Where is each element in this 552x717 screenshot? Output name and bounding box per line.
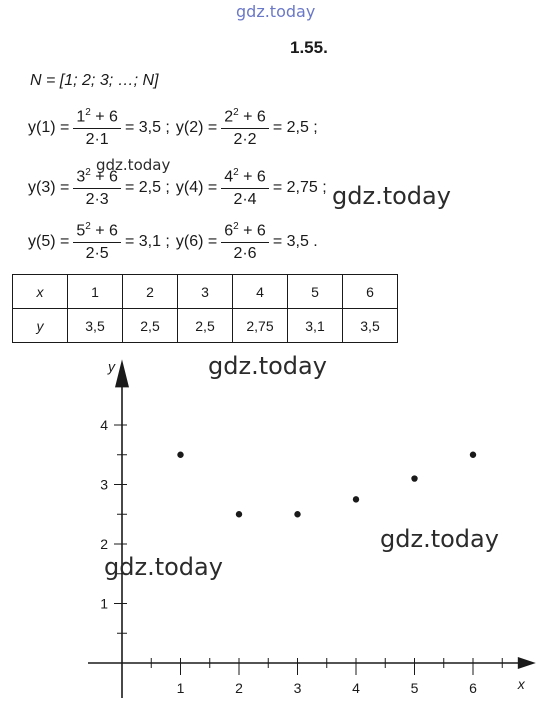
equation-result: = 3,5 . [272,233,318,251]
watermark-top: gdz.today [236,2,316,21]
problem-number: 1.55. [290,38,328,57]
fraction: $\frac{6^2 + 6}{2\cdot 6}$ [221,222,269,263]
table-cell: x [13,275,68,309]
table-cell: 3 [178,275,233,309]
equation-lhs: y(6) = [175,233,218,251]
table-cell: 2,75 [233,309,288,343]
y-tick-label: 4 [100,417,108,433]
fraction: $\frac{1^2 + 6}{2\cdot 1}$ [73,108,121,149]
equation-result: = 3,1 ; [124,233,170,251]
equation-line-3 [28,222,318,263]
watermark-right: gdz.today [332,182,451,210]
watermark-below-table: gdz.today [208,352,327,380]
equation-lhs: y(1) = [28,119,70,137]
equation-line-2 [28,168,327,209]
table-cell: 2,5 [123,309,178,343]
value-table [12,274,398,343]
y-axis-arrow [115,359,129,387]
fraction: $\frac{3^2 + 6}{2\cdot 3}$ [73,168,121,209]
data-point [236,511,242,517]
equation-result: = 2,75 ; [272,179,327,197]
y-axis-label: y [108,358,115,375]
x-tick-label: 6 [469,680,477,696]
equation-result: = 2,5 ; [124,179,170,197]
x-tick-label: 1 [176,680,185,696]
equation-lhs: y(3) = [28,179,70,197]
table-cell: 3,5 [343,309,398,343]
equation-lhs: y(4) = [175,179,218,197]
equation-result: = 2,5 ; [272,119,318,137]
x-tick-label: 4 [352,680,360,696]
x-tick-label: 2 [235,680,243,696]
data-point [470,452,476,458]
y-tick-label: 1 [100,595,108,612]
data-point [177,452,183,458]
x-tick-label: 5 [410,680,419,696]
table-row-x [13,275,398,309]
x-axis-label: x [517,676,525,692]
table-cell: 6 [343,275,398,309]
fraction: $\frac{4^2 + 6}{2\cdot 4}$ [221,168,269,209]
fraction: $\frac{2^2 + 6}{2\cdot 2}$ [221,108,269,149]
domain-definition: N = [1; 2; 3; …; N] [30,72,159,89]
data-point [294,511,300,517]
watermark-small: gdz.today [96,156,171,174]
table-cell: 4 [233,275,288,309]
table-cell: y [13,309,68,343]
watermark-plot-left: gdz.today [104,553,223,581]
table-cell: 3,1 [288,309,343,343]
fraction: $\frac{5^2 + 6}{2\cdot 5}$ [73,222,121,263]
table-cell: 1 [68,275,123,309]
y-tick-label: 3 [100,476,108,493]
x-axis-arrow [518,657,536,669]
equation-lhs: y(5) = [28,233,70,251]
data-point [353,496,359,502]
equation-lhs: y(2) = [175,119,218,137]
table-cell: 2 [123,275,178,309]
table-cell: 5 [288,275,343,309]
x-tick-label: 3 [293,680,302,696]
table-cell: 2,5 [178,309,233,343]
table-row-y [13,309,398,343]
equation-result: = 3,5 ; [124,119,170,137]
table-cell: 3,5 [68,309,123,343]
y-tick-label: 2 [100,536,108,552]
equation-line-1 [28,108,318,149]
watermark-plot-right: gdz.today [380,525,499,553]
data-point [411,475,417,481]
